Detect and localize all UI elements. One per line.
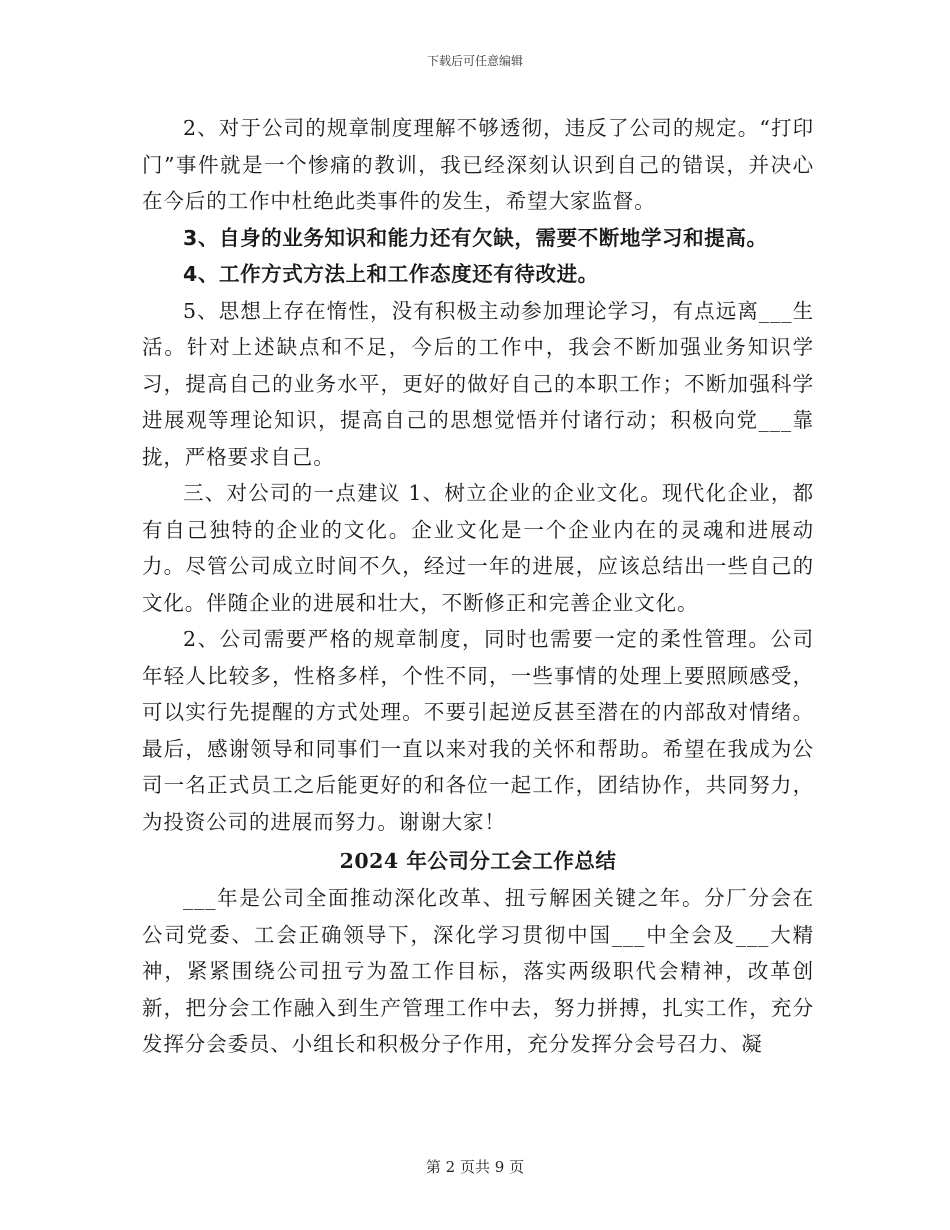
page-header: 下载后可任意编辑 <box>426 54 523 68</box>
paragraph-work-methods: 4、工作方式方法上和工作态度还有待改进。 <box>183 262 599 286</box>
page-footer: 第 2 页共 9 页 <box>425 1158 525 1176</box>
paragraph-knowledge-gap: 3、自身的业务知识和能力还有欠缺，需要不断地学习和提高。 <box>183 225 768 250</box>
paragraph-mindset: 5、思想上存在惰性，没有积极主动参加理论学习，有点远离___生活。针对上述缺点和不足，今后的工作中，我会不断加强业务知识学习，提高自己的业务水平，更好的做好自己的本职工作；不断加强科学进展观等理论知识，提高自己的思想觉悟并付诸行动；积极向党___靠拢，严格要求自己。 <box>142 298 814 469</box>
section-title: 2024 年公司分工会工作总结 <box>339 849 617 873</box>
paragraph-union-summary: ___年是公司全面推动深化改革、扭亏解困关键之年。分厂分会在公司党委、工会正确领导下，深化学习贯彻中国___中全会及___大精神，紧紧围绕公司扭亏为盈工作目标，落实两级职代会精神，改革创新，把分会工作融入到生产管理工作中去，努力拼搏，扎实工作，充分发挥分会委员、小组长和积极分子作用，充分发挥分会号召力、凝 <box>142 886 814 1056</box>
document-body <box>142 110 814 1063</box>
paragraph-rules-violation: 2、对于公司的规章制度理解不够透彻，违反了公司的规定。“打印门”事件就是一个惨痛的教训，我已经深刻认识到自己的错误，并决心在今后的工作中杜绝此类事件的发生，希望大家监督。 <box>142 116 814 213</box>
paragraph-suggestion-management: 2、公司需要严格的规章制度，同时也需要一定的柔性管理。公司年轻人比较多，性格多样，个性不同，一些事情的处理上要照顾感受，可以实行先提醒的方式处理。不要引起逆反甚至潜在的内部敌对情绪。最后，感谢领导和同事们一直以来对我的关怀和帮助。希望在我成为公司一名正式员工之后能更好的和各位一起工作，团结协作，共同努力，为投资公司的进展而努力。谢谢大家！ <box>142 627 814 834</box>
paragraph-suggestion-culture: 三、对公司的一点建议 1、树立企业的企业文化。现代化企业，都有自己独特的企业的文化。企业文化是一个企业内在的灵魂和进展动力。尽管公司成立时间不久，经过一年的进展，应该总结出一些自己的文化。伴随企业的进展和壮大，不断修正和完善企业文化。 <box>142 481 814 615</box>
